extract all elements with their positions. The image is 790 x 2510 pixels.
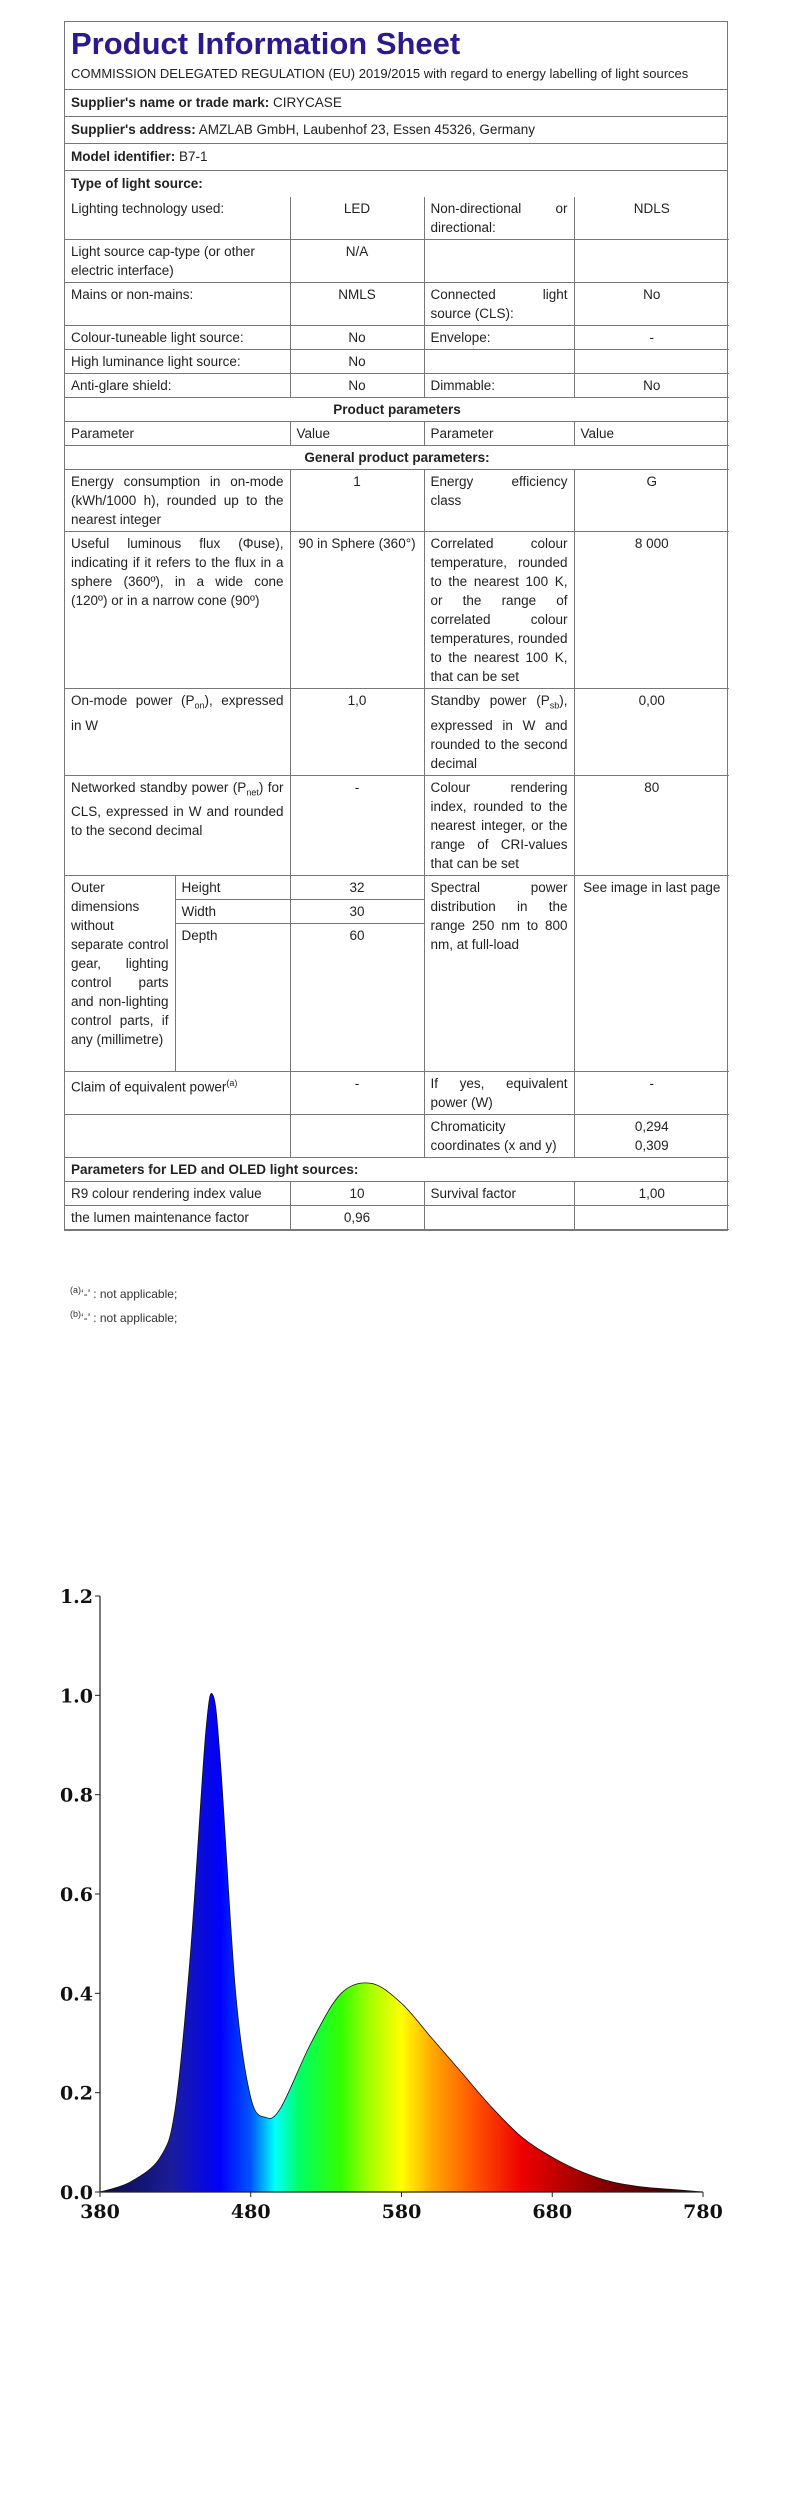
table-row — [65, 374, 729, 398]
networked-standby-label-text: ) for CLS, expressed in W and rounded to the second decimal — [71, 779, 284, 839]
model-identifier-row — [65, 144, 727, 171]
high-luminance-value: No — [290, 350, 424, 374]
luminous-flux-label: Useful luminous flux (Φuse), indicating if it refers to the flux in a sphere (360º), in a wide cone (120º) or in a narrow cone (90º) — [65, 532, 290, 689]
regulation-subtitle: COMMISSION DELEGATED REGULATION (EU) 2019/2015 with regard to energy labelling of light sources — [65, 63, 727, 90]
outer-dimensions-label: Outer dimensions without separate control gear, lighting control parts and non-lighting control parts, if any (millimetre) — [65, 875, 175, 1071]
r9-label: R9 colour rendering index value — [65, 1181, 290, 1205]
x-axis-ticks — [80, 2192, 723, 2223]
colour-rendering-label: Colour rendering index, rounded to the nearest integer, or the range of CRI-values that can be set — [424, 775, 574, 875]
table-row — [65, 422, 729, 446]
spectral-distribution-value: See image in last page — [574, 875, 729, 1071]
dimmable-label: Dimmable: — [424, 374, 574, 398]
supplier-name-value: CIRYCASE — [273, 95, 342, 110]
supplier-address-row — [65, 117, 727, 144]
x-tick-label: 380 — [80, 2201, 120, 2223]
table-row — [65, 1071, 729, 1114]
column-header-value: Value — [290, 422, 424, 446]
survival-factor-value: 1,00 — [574, 1181, 729, 1205]
cls-value: No — [574, 283, 729, 326]
width-label: Width — [175, 899, 290, 923]
model-identifier-label: Model identifier: — [71, 149, 176, 164]
table-row — [65, 197, 729, 240]
empty-cell — [290, 1114, 424, 1157]
table-row — [65, 350, 729, 374]
x-tick-label: 580 — [381, 2201, 422, 2223]
networked-standby-label-sub: net — [246, 787, 259, 798]
y-tick-label: 0.6 — [59, 1884, 93, 1906]
y-tick-label: 0.0 — [59, 2182, 93, 2204]
equivalent-power-label: If yes, equivalent power (W) — [424, 1071, 574, 1114]
sheet-title: Product Information Sheet — [71, 26, 461, 61]
table-row — [65, 532, 729, 689]
lighting-tech-value: LED — [290, 197, 424, 240]
x-tick-label: 780 — [683, 2201, 723, 2223]
standby-power-label-text: Standby power (P — [430, 693, 550, 708]
general-parameters-heading: General product parameters: — [65, 446, 729, 470]
x-tick-label: 680 — [532, 2201, 573, 2223]
empty-cell — [574, 240, 729, 283]
y-tick-label: 0.8 — [59, 1784, 93, 1807]
depth-label: Depth — [175, 923, 290, 1071]
equivalent-power-value: - — [574, 1071, 729, 1114]
high-luminance-label: High luminance light source: — [65, 350, 290, 374]
tuneable-value: No — [290, 326, 424, 350]
height-value: 32 — [290, 875, 424, 899]
networked-standby-value: - — [290, 775, 424, 875]
led-parameters-heading: Parameters for LED and OLED light sources: — [65, 1157, 729, 1181]
envelope-value: - — [574, 326, 729, 350]
on-mode-power-label-text: On-mode power (P — [71, 693, 195, 708]
column-header-parameter: Parameter — [424, 422, 574, 446]
standby-power-label-text: ), expressed in W and rounded to the second decimal — [430, 693, 568, 771]
lumen-maintenance-value: 0,96 — [290, 1205, 424, 1229]
table-row — [65, 775, 729, 875]
tuneable-label: Colour-tuneable light source: — [65, 326, 290, 350]
chromaticity-label: Chromaticity coordinates (x and y) — [424, 1114, 574, 1157]
colour-temperature-label: Correlated colour temperature, rounded to the nearest 100 K, or the range of correlated colour temperatures, rounded to the nearest 100 K, that can be set — [424, 532, 574, 689]
mains-label: Mains or non-mains: — [65, 283, 290, 326]
envelope-label: Envelope: — [424, 326, 574, 350]
column-header-parameter: Parameter — [65, 422, 290, 446]
equivalent-power-claim-text: Claim of equivalent power — [71, 1079, 227, 1095]
antiglare-label: Anti-glare shield: — [65, 374, 290, 398]
footnote-marker: (a) — [226, 1077, 238, 1088]
standby-power-value: 0,00 — [574, 689, 729, 776]
table-row — [65, 240, 729, 283]
table-row — [65, 398, 729, 422]
supplier-name-row — [65, 90, 727, 117]
chromaticity-value — [574, 1114, 729, 1157]
standby-power-label-sub: sb — [549, 700, 560, 711]
y-axis-ticks — [60, 1586, 100, 2204]
y-tick-label: 1.0 — [59, 1685, 93, 1708]
r9-value: 10 — [290, 1181, 424, 1205]
footnotes — [70, 1280, 177, 1328]
footnote-a-mark: (a) — [70, 1285, 81, 1295]
empty-cell — [424, 350, 574, 374]
cap-type-label: Light source cap-type (or other electric interface) — [65, 240, 290, 283]
table-row — [65, 1205, 729, 1229]
x-tick-label: 480 — [230, 2201, 271, 2223]
mains-value: NMLS — [290, 283, 424, 326]
y-tick-label: 0.4 — [59, 1983, 93, 2006]
footnote-b-mark: (b) — [70, 1309, 81, 1319]
energy-consumption-label: Energy consumption in on-mode (kWh/1000 h), rounded up to the nearest integer — [65, 470, 290, 532]
table-row — [65, 1181, 729, 1205]
on-mode-power-value: 1,0 — [290, 689, 424, 776]
luminous-flux-value: 90 in Sphere (360°) — [290, 532, 424, 689]
height-label: Height — [175, 875, 290, 899]
table-row — [65, 1157, 729, 1181]
efficiency-class-label: Energy efficiency class — [424, 470, 574, 532]
antiglare-value: No — [290, 374, 424, 398]
survival-factor-label: Survival factor — [424, 1181, 574, 1205]
footnote-a — [70, 1280, 177, 1304]
networked-standby-label — [65, 775, 290, 875]
standby-power-label — [424, 689, 574, 776]
product-parameters-heading: Product parameters — [65, 398, 729, 422]
on-mode-power-label-text: ), expressed in W — [71, 693, 284, 733]
supplier-address-value: AMZLAB GmbH, Laubenhof 23, Essen 45326, Germany — [198, 122, 535, 137]
dimmable-value: No — [574, 374, 729, 398]
empty-cell — [574, 350, 729, 374]
table-row — [65, 689, 729, 776]
table-row — [65, 470, 729, 532]
footnote-b — [70, 1304, 177, 1328]
empty-cell — [424, 240, 574, 283]
spectrum-area — [100, 1693, 703, 2192]
spectral-power-distribution-chart — [0, 1560, 790, 2260]
y-tick-label: 0.2 — [59, 2082, 93, 2105]
chromaticity-y: 0,309 — [634, 1137, 669, 1153]
depth-value: 60 — [290, 923, 424, 1071]
directional-value: NDLS — [574, 197, 729, 240]
equivalent-power-claim-label — [65, 1071, 290, 1114]
column-header-value: Value — [574, 422, 729, 446]
on-mode-power-label — [65, 689, 290, 776]
spectral-distribution-label: Spectral power distribution in the range 250 nm to 800 nm, at full-load — [424, 875, 574, 1071]
cap-type-value: N/A — [290, 240, 424, 283]
table-row — [65, 326, 729, 350]
colour-temperature-value: 8 000 — [574, 532, 729, 689]
chromaticity-x: 0,294 — [634, 1118, 669, 1134]
efficiency-class-value: G — [574, 470, 729, 532]
empty-cell — [424, 1205, 574, 1229]
empty-cell — [574, 1205, 729, 1229]
parameters-table — [65, 197, 729, 1230]
table-row — [65, 1114, 729, 1157]
supplier-name-label: Supplier's name or trade mark: — [71, 95, 270, 110]
table-row — [65, 283, 729, 326]
empty-cell — [65, 1114, 290, 1157]
product-information-sheet — [64, 21, 728, 1231]
lumen-maintenance-label: the lumen maintenance factor — [65, 1205, 290, 1229]
colour-rendering-value: 80 — [574, 775, 729, 875]
directional-label: Non-directional or directional: — [424, 197, 574, 240]
energy-consumption-value: 1 — [290, 470, 424, 532]
type-heading: Type of light source: — [71, 176, 203, 191]
lighting-tech-label: Lighting technology used: — [65, 197, 290, 240]
equivalent-power-claim-value: - — [290, 1071, 424, 1114]
supplier-address-label: Supplier's address: — [71, 122, 196, 137]
footnote-a-text: ‘-’ : not applicable; — [81, 1287, 178, 1301]
table-row — [65, 446, 729, 470]
cls-label: Connected light source (CLS): — [424, 283, 574, 326]
table-row — [65, 875, 729, 899]
footnote-b-text: ‘-’ : not applicable; — [81, 1311, 178, 1325]
width-value: 30 — [290, 899, 424, 923]
networked-standby-label-text: Networked standby power (P — [71, 779, 247, 795]
model-identifier-value: B7-1 — [179, 149, 208, 164]
on-mode-power-label-sub: on — [194, 700, 205, 711]
y-tick-label: 1.2 — [59, 1586, 93, 1608]
